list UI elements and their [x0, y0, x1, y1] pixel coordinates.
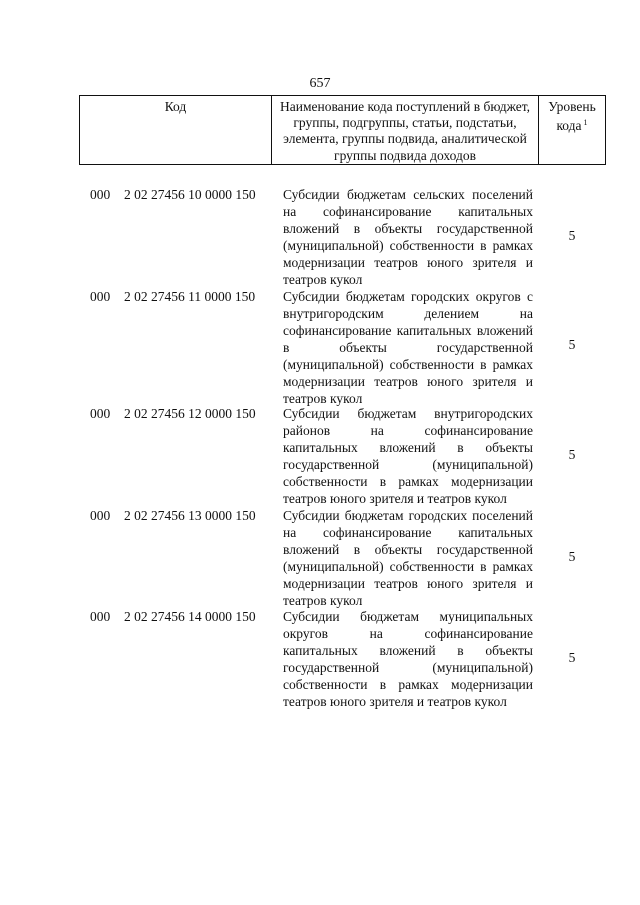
page-number: 657 — [309, 76, 331, 91]
row-prefix: 000 — [90, 289, 111, 304]
row-level: 5 — [568, 228, 576, 243]
row-level: 5 — [568, 447, 576, 462]
row-prefix: 000 — [90, 406, 111, 421]
row-name: Субсидии бюджетам муниципальных округов на софинансирование капитальных вложений в объекты государственной (муниципальной) собственности в рамках модернизации театров юного зрителя и театров кукол — [283, 609, 533, 709]
row-prefix: 000 — [90, 187, 111, 202]
row-name: Субсидии бюджетам городских округов с внутригородским делением на софинансирование капитальных вложений в объекты государственной (муниципальной) собственности в рамках модернизации театров юного зрителя и театров кукол — [283, 289, 533, 406]
row-code: 2 02 27456 12 0000 150 — [124, 406, 256, 421]
row-code: 2 02 27456 10 0000 150 — [124, 187, 256, 202]
row-prefix: 000 — [90, 508, 111, 523]
row-level: 5 — [568, 337, 576, 352]
table-header — [79, 95, 606, 165]
row-level: 5 — [568, 549, 576, 564]
header-code: Код — [80, 96, 272, 164]
header-level-cell — [539, 96, 605, 164]
row-name: Субсидии бюджетам городских поселений на софинансирование капитальных вложений в объекты государственной (муниципальной) собственности в рамках модернизации театров юного зрителя и театров кукол — [283, 508, 533, 608]
row-level: 5 — [568, 650, 576, 665]
row-code: 2 02 27456 11 0000 150 — [124, 289, 256, 304]
row-code: 2 02 27456 14 0000 150 — [124, 609, 256, 624]
row-name: Субсидии бюджетам сельских поселений на софинансирование капитальных вложений в объекты государственной (муниципальной) собственности в рамках модернизации театров юного зрителя и театров кукол — [283, 187, 533, 287]
header-name: Наименование кода поступлений в бюджет, группы, подгруппы, статьи, подстатьи, элемента, группы подвида, аналитической группы подвида доходов — [272, 96, 539, 164]
row-prefix: 000 — [90, 609, 111, 624]
header-level-footnote: 1 — [583, 118, 588, 128]
row-code: 2 02 27456 13 0000 150 — [124, 508, 256, 523]
row-name: Субсидии бюджетам внутригородских районов на софинансирование капитальных вложений в объекты государственной (муниципальной) собственности в рамках модернизации театров юного зрителя и театров кукол — [283, 406, 533, 506]
header-level: Уровень кода — [548, 99, 596, 134]
